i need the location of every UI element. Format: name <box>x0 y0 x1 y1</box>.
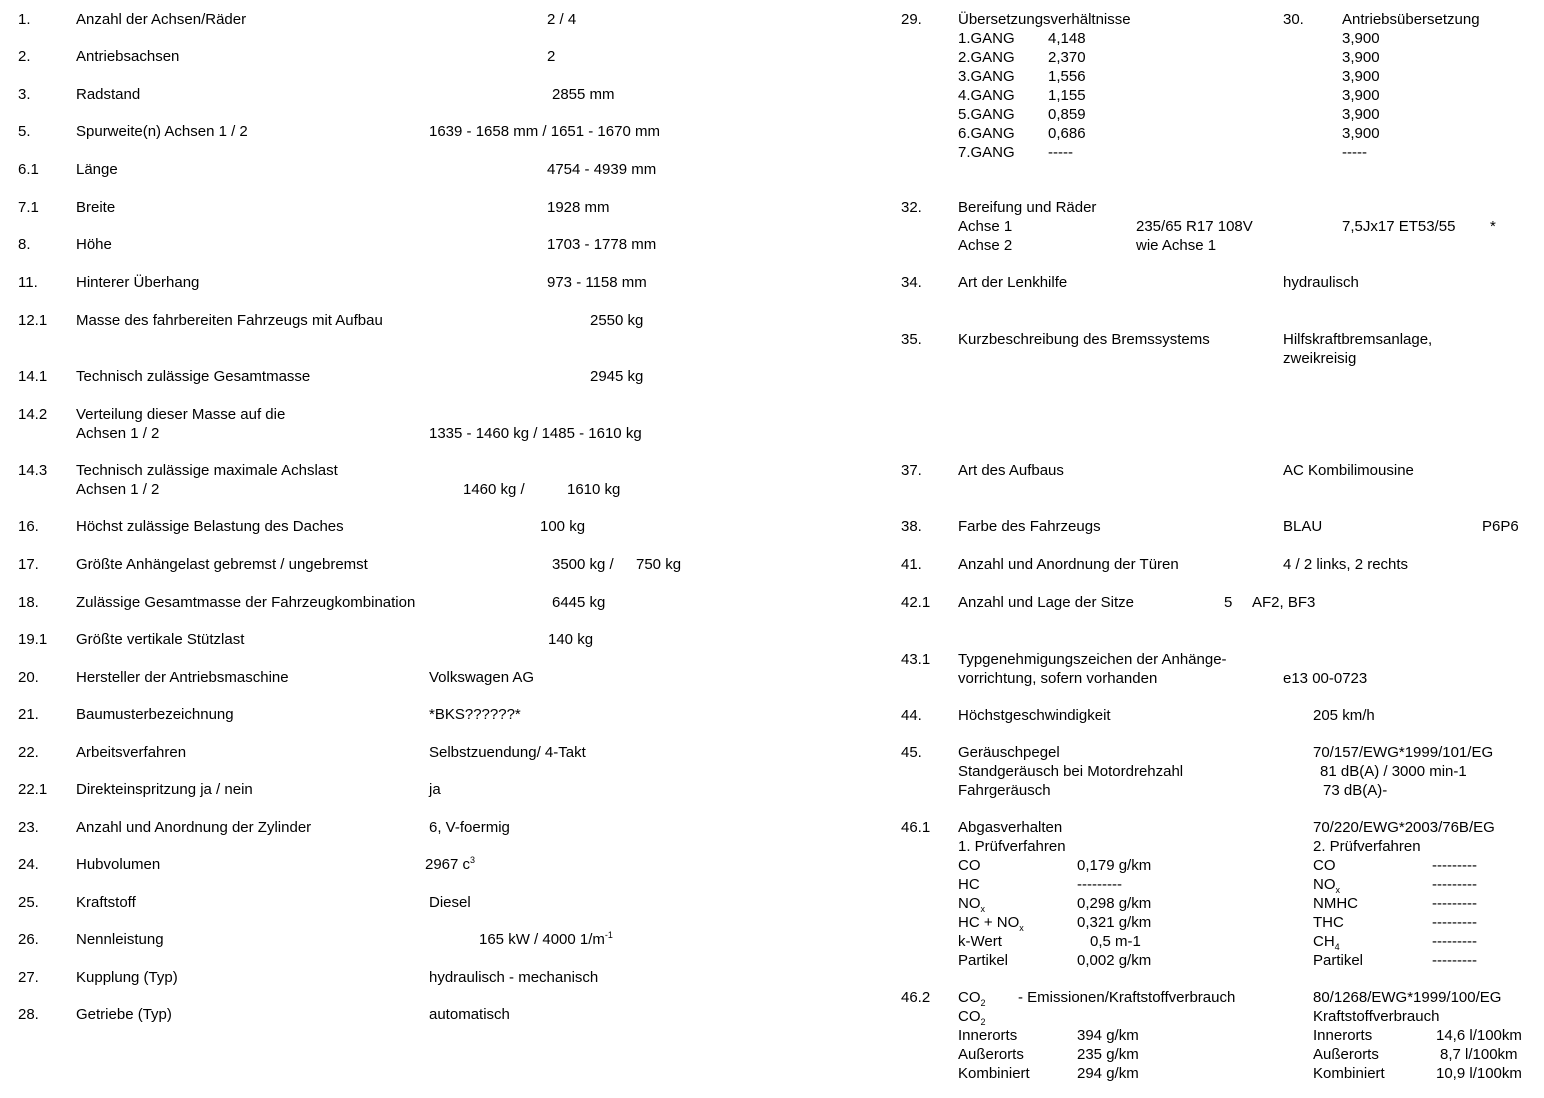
item-label: Kraftstoff <box>76 894 136 911</box>
axle-ratio: 3,900 <box>1342 68 1380 85</box>
pollutant-value: --------- <box>1432 952 1477 969</box>
item-label: Arbeitsverfahren <box>76 744 187 761</box>
item-label: Anzahl und Anordnung der Türen <box>958 556 1179 573</box>
item-label: Technisch zulässige Gesamtmasse <box>76 368 311 385</box>
pollutant-label: $CH_4$ <box>1313 933 1340 952</box>
pollutant-value: --------- <box>1077 876 1122 893</box>
item-value: ja <box>429 781 441 798</box>
item-label: Getriebe (Typ) <box>76 1006 172 1023</box>
pollutant-value: 0,321 g/km <box>1077 914 1152 931</box>
item-value: e13 00-0723 <box>1283 670 1368 687</box>
item-label: Antriebsachsen <box>76 48 180 65</box>
item-label: Kupplung (Typ) <box>76 969 178 986</box>
item-label: Anzahl der Achsen/Räder <box>76 11 247 28</box>
item-number: 11. <box>18 274 38 291</box>
item-number: 27. <box>18 969 39 986</box>
item-value: 2 / 4 <box>547 11 577 28</box>
item-value: 6, V-foermig <box>429 819 510 836</box>
item-value: hydraulisch - mechanisch <box>429 969 599 986</box>
item-value: BLAU <box>1283 518 1323 535</box>
item-number: 2. <box>18 48 31 65</box>
item-label: Anzahl und Anordnung der Zylinder <box>76 819 312 836</box>
item-label: Verteilung dieser Masse auf die <box>76 406 286 423</box>
item-label: Hersteller der Antriebsmaschine <box>76 669 289 686</box>
item-number: 28. <box>18 1006 39 1023</box>
item-value: 4 / 2 links, 2 rechts <box>1283 556 1409 573</box>
item-value: 6445 kg <box>552 594 606 611</box>
item-label: Größte Anhängelast gebremst / ungebremst <box>76 556 368 573</box>
item-number: 45. <box>901 744 922 761</box>
item-number: 14.2 <box>18 406 48 423</box>
pollutant-value: --------- <box>1432 914 1477 931</box>
co2-value: 394 g/km <box>1077 1027 1139 1044</box>
pollutant-value: --------- <box>1432 895 1477 912</box>
item-label: Höchst zulässige Belastung des Daches <box>76 518 344 535</box>
pollutant-value: 0,298 g/km <box>1077 895 1152 912</box>
pollutant-label: Partikel <box>1313 952 1364 969</box>
item-value: 205 km/h <box>1313 707 1375 724</box>
axle-ratio: 3,900 <box>1342 30 1380 47</box>
axle-ratio: ----- <box>1342 144 1367 161</box>
item-value: 4754 - 4939 mm <box>547 161 657 178</box>
item-label: Radstand <box>76 86 141 103</box>
item-number: 7.1 <box>18 199 39 216</box>
item-label: Geräuschpegel <box>958 744 1060 761</box>
item-value: 1703 - 1778 mm <box>547 236 657 253</box>
item-label: Hubvolumen <box>76 856 161 873</box>
item-label: Nennleistung <box>76 931 164 948</box>
item-number: 41. <box>901 556 922 573</box>
consumption-label: Innerorts <box>1313 1027 1373 1044</box>
item-label: Anzahl und Lage der Sitze <box>958 594 1134 611</box>
directive: 70/220/EWG*2003/76B/EG <box>1313 819 1495 836</box>
item-label: Größte vertikale Stützlast <box>76 631 245 648</box>
directive: 70/157/EWG*1999/101/EG <box>1313 744 1494 761</box>
consumption-label: Außerorts <box>958 1046 1024 1063</box>
pollutant-label: CO <box>958 857 981 874</box>
item-value: Selbstzuendung/ 4-Takt <box>429 744 586 761</box>
item-value: 2967 $c^3$ <box>425 855 476 873</box>
gear-ratio: 4,148 <box>1048 30 1086 47</box>
fuel-value: 14,6 l/100km <box>1436 1027 1522 1044</box>
item-value: 165 kW / 4000 $1/m^{-1}$ <box>479 930 613 948</box>
item-value: zweikreisig <box>1283 350 1357 367</box>
item-value: 2855 mm <box>552 86 615 103</box>
gear-label: 2.GANG <box>958 49 1015 66</box>
axle-ratio: 3,900 <box>1342 49 1380 66</box>
item-number: 22.1 <box>18 781 48 798</box>
item-label: Zulässige Gesamtmasse der Fahrzeugkombination <box>76 594 416 611</box>
item-label: Farbe des Fahrzeugs <box>958 518 1101 535</box>
item-label: Art des Aufbaus <box>958 462 1064 479</box>
fuel-value: 8,7 l/100km <box>1440 1046 1518 1063</box>
item-value: 973 - 1158 mm <box>547 274 647 291</box>
item-number: 38. <box>901 518 922 535</box>
item-label: Technisch zulässige maximale Achslast <box>76 462 338 479</box>
item-label: - Emissionen/Kraftstoffverbrauch <box>1018 989 1236 1006</box>
gear-ratio: 0,859 <box>1048 106 1086 123</box>
item-label: Spurweite(n) Achsen 1 / 2 <box>76 123 248 140</box>
item-value: 2550 kg <box>590 312 644 329</box>
axle-label: Achse 1 <box>958 218 1013 235</box>
footnote-mark: * <box>1490 218 1496 235</box>
item-label: Hinterer Überhang <box>76 274 200 291</box>
gear-label: 5.GANG <box>958 106 1015 123</box>
item-value: 140 kg <box>548 631 594 648</box>
axle-ratio: 3,900 <box>1342 125 1380 142</box>
item-number: 20. <box>18 669 39 686</box>
item-number: 16. <box>18 518 39 535</box>
test-procedure: 2. Prüfverfahren <box>1313 838 1421 855</box>
gear-ratio: 2,370 <box>1048 49 1086 66</box>
item-number: 5. <box>18 123 31 140</box>
pollutant-label: HC + $NO_x$ <box>958 914 1024 933</box>
pollutant-label: Partikel <box>958 952 1009 969</box>
item-number: 14.1 <box>18 368 48 385</box>
item-label: Typgenehmigungszeichen der Anhänge- <box>958 651 1227 668</box>
test-procedure: 1. Prüfverfahren <box>958 838 1066 855</box>
pollutant-value: --------- <box>1432 876 1477 893</box>
item-number: 42.1 <box>901 594 931 611</box>
item-label: vorrichtung, sofern vorhanden <box>958 670 1158 687</box>
item-number: 12.1 <box>18 312 48 329</box>
item-label: Art der Lenkhilfe <box>958 274 1068 291</box>
item-number: 18. <box>18 594 39 611</box>
item-number: 14.3 <box>18 462 48 479</box>
item-label: Baumusterbezeichnung <box>76 706 234 723</box>
pollutant-label: THC <box>1313 914 1344 931</box>
gear-label: 7.GANG <box>958 144 1015 161</box>
item-value: AF2, BF3 <box>1252 594 1316 611</box>
item-value: 750 kg <box>636 556 682 573</box>
pollutant-value: 0,002 g/km <box>1077 952 1152 969</box>
pollutant-label: HC <box>958 876 980 893</box>
item-label: Achsen 1 / 2 <box>76 425 160 442</box>
tyre-size: wie Achse 1 <box>1136 237 1217 254</box>
pollutant-value: --------- <box>1432 857 1477 874</box>
axle-ratio: 3,900 <box>1342 87 1380 104</box>
item-label: Standgeräusch bei Motordrehzahl <box>958 763 1184 780</box>
item-number: 30. <box>1283 11 1304 28</box>
item-number: 32. <box>901 199 922 216</box>
consumption-label: Kombiniert <box>1313 1065 1385 1082</box>
item-value: 2 <box>547 48 556 65</box>
item-label: $CO_2$ <box>958 989 986 1008</box>
item-value: 1335 - 1460 kg / 1485 - 1610 kg <box>429 425 642 442</box>
gear-label: 4.GANG <box>958 87 1015 104</box>
item-label: Fahrgeräusch <box>958 782 1051 799</box>
item-value: Hilfskraftbremsanlage, <box>1283 331 1433 348</box>
item-number: 25. <box>18 894 39 911</box>
item-label: Antriebsübersetzung <box>1342 11 1480 28</box>
item-value: 73 dB(A)- <box>1323 782 1388 799</box>
item-number: 43.1 <box>901 651 931 668</box>
item-number: 35. <box>901 331 922 348</box>
gear-ratio: 1,155 <box>1048 87 1086 104</box>
item-number: 46.2 <box>901 989 931 1006</box>
item-value: automatisch <box>429 1006 510 1023</box>
item-value: 2945 kg <box>590 368 644 385</box>
gear-label: 1.GANG <box>958 30 1015 47</box>
item-value: *BKS??????* <box>429 706 521 723</box>
item-number: 46.1 <box>901 819 931 836</box>
item-label: Höhe <box>76 236 112 253</box>
item-label: $CO_2$ <box>958 1008 986 1027</box>
item-label: Abgasverhalten <box>958 819 1063 836</box>
item-value: 100 kg <box>540 518 586 535</box>
item-value: 1928 mm <box>547 199 610 216</box>
axle-label: Achse 2 <box>958 237 1013 254</box>
item-number: 29. <box>901 11 922 28</box>
item-label: Kurzbeschreibung des Bremssystems <box>958 331 1210 348</box>
directive: 80/1268/EWG*1999/100/EG <box>1313 989 1502 1006</box>
item-label: Länge <box>76 161 118 178</box>
item-label: Breite <box>76 199 116 216</box>
item-value: 81 dB(A) / 3000 min-1 <box>1320 763 1467 780</box>
item-value: 1610 kg <box>567 481 621 498</box>
axle-ratio: 3,900 <box>1342 106 1380 123</box>
pollutant-label: k-Wert <box>958 933 1002 950</box>
item-number: 26. <box>18 931 39 948</box>
seat-count: 5 <box>1224 594 1233 611</box>
pollutant-value: 0,5 m-1 <box>1090 933 1141 950</box>
item-value: 3500 kg / <box>552 556 614 573</box>
pollutant-value: --------- <box>1432 933 1477 950</box>
item-value: Volkswagen AG <box>429 669 535 686</box>
pollutant-label: $NO_x$ <box>958 895 985 914</box>
gear-label: 6.GANG <box>958 125 1015 142</box>
item-number: 3. <box>18 86 31 103</box>
item-label: Höchstgeschwindigkeit <box>958 707 1111 724</box>
item-number: 21. <box>18 706 39 723</box>
item-number: 17. <box>18 556 39 573</box>
item-value: 1639 - 1658 mm / 1651 - 1670 mm <box>429 123 660 140</box>
item-value: Diesel <box>429 894 471 911</box>
item-value: hydraulisch <box>1283 274 1359 291</box>
item-label: Achsen 1 / 2 <box>76 481 160 498</box>
item-label: Kraftstoffverbrauch <box>1313 1008 1440 1025</box>
item-number: 34. <box>901 274 922 291</box>
tyre-size: 235/65 R17 108V <box>1136 218 1253 235</box>
item-number: 8. <box>18 236 31 253</box>
consumption-label: Kombiniert <box>958 1065 1030 1082</box>
gear-ratio: ----- <box>1048 144 1073 161</box>
pollutant-label: NMHC <box>1313 895 1358 912</box>
item-number: 22. <box>18 744 39 761</box>
rim-size: 7,5Jx17 ET53/55 <box>1342 218 1456 235</box>
item-number: 44. <box>901 707 922 724</box>
item-value: AC Kombilimousine <box>1283 462 1414 479</box>
pollutant-label: CO <box>1313 857 1336 874</box>
item-label: Bereifung und Räder <box>958 199 1097 216</box>
item-label: Masse des fahrbereiten Fahrzeugs mit Aufbau <box>76 312 383 329</box>
item-number: 6.1 <box>18 161 39 178</box>
co2-value: 235 g/km <box>1077 1046 1139 1063</box>
co2-value: 294 g/km <box>1077 1065 1139 1082</box>
item-number: 23. <box>18 819 39 836</box>
gear-ratio: 1,556 <box>1048 68 1086 85</box>
item-number: 37. <box>901 462 922 479</box>
gear-label: 3.GANG <box>958 68 1015 85</box>
item-label: Direkteinspritzung ja / nein <box>76 781 253 798</box>
item-number: 19.1 <box>18 631 48 648</box>
item-label: Übersetzungsverhältnisse <box>958 11 1131 28</box>
color-code: P6P6 <box>1482 518 1519 535</box>
gear-ratio: 0,686 <box>1048 125 1086 142</box>
pollutant-label: $NO_x$ <box>1313 876 1340 895</box>
fuel-value: 10,9 l/100km <box>1436 1065 1522 1082</box>
consumption-label: Außerorts <box>1313 1046 1379 1063</box>
item-value: 1460 kg / <box>463 481 525 498</box>
consumption-label: Innerorts <box>958 1027 1018 1044</box>
item-number: 24. <box>18 856 39 873</box>
item-number: 1. <box>18 11 31 28</box>
pollutant-value: 0,179 g/km <box>1077 857 1152 874</box>
